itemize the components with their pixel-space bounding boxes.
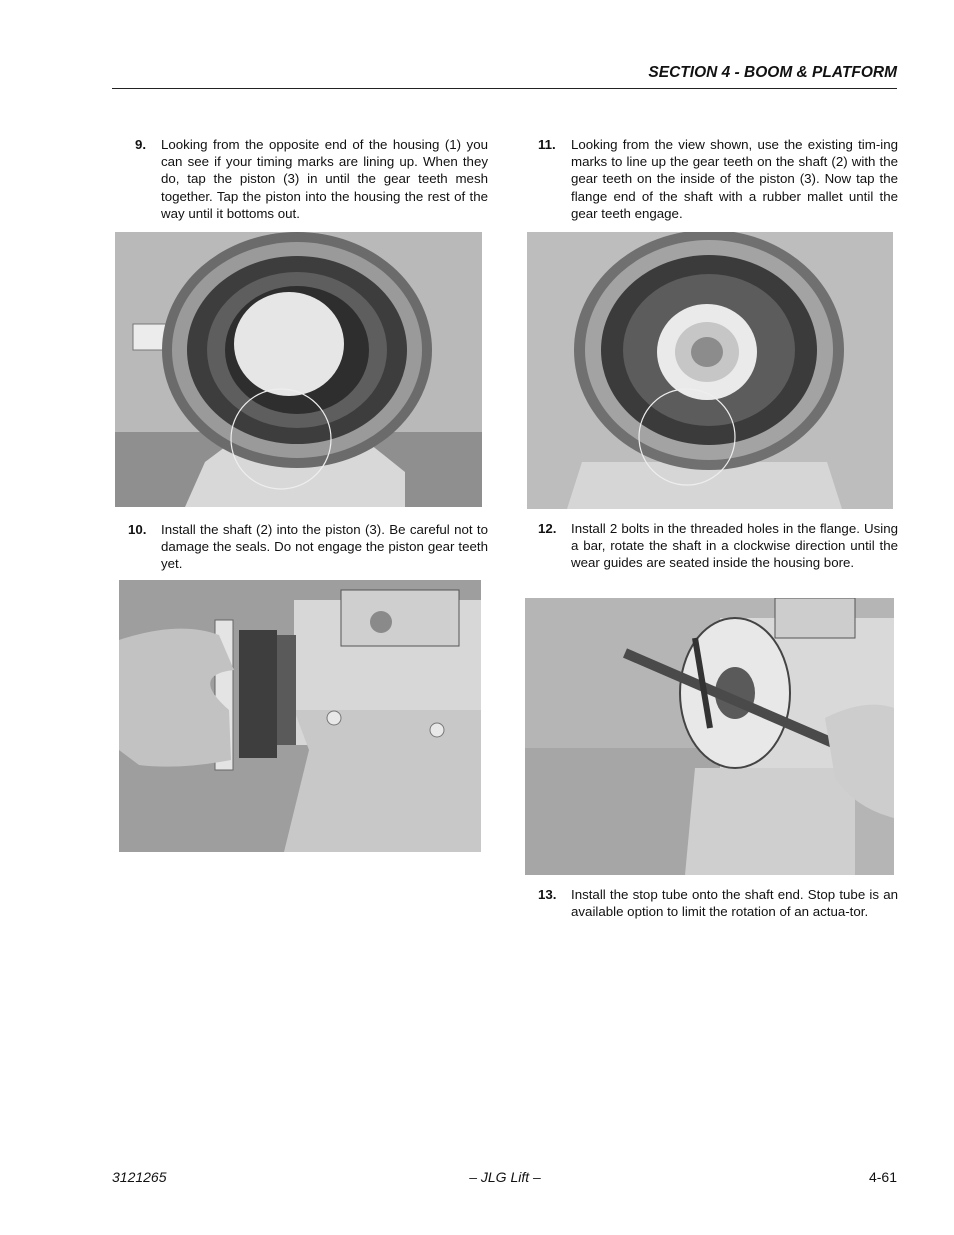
step-11	[538, 136, 898, 222]
step-number: 12.	[538, 521, 557, 536]
step-number: 11.	[538, 137, 556, 152]
footer-doc-number: 3121265	[112, 1169, 167, 1185]
header-rule	[112, 88, 897, 89]
photo-housing-piston	[115, 232, 482, 507]
footer-page-number: 4-61	[868, 1169, 897, 1185]
section-title: SECTION 4 - BOOM & PLATFORM	[648, 64, 897, 81]
step-text: Install the shaft (2) into the piston (3). Be careful not to damage the seals. Do not engage the piston gear teeth yet.	[161, 522, 488, 572]
footer-center: – JLG Lift –	[469, 1169, 541, 1185]
step-12	[538, 520, 898, 572]
step-number: 9.	[135, 137, 147, 152]
step-13	[538, 886, 898, 920]
step-text: Install the stop tube onto the shaft end. Stop tube is an available option to limit the rotation of an actua-tor.	[571, 887, 898, 920]
photo-install-shaft	[119, 580, 481, 852]
photo-gear-engage	[527, 232, 893, 509]
step-9	[128, 136, 488, 222]
step-number: 13.	[538, 887, 557, 902]
step-text: Install 2 bolts in the threaded holes in the flange. Using a bar, rotate the shaft in a clockwise direction until the wear guides are seated inside the housing bore.	[571, 521, 898, 571]
photo-rotate-shaft	[525, 598, 894, 875]
step-text: Looking from the view shown, use the existing tim-ing marks to line up the gear teeth on the shaft (2) with the gear teeth on the inside of the piston (3). Now tap the flange end of the shaft with a rubber mallet until the gear teeth engage.	[571, 137, 898, 221]
step-number: 10.	[128, 522, 147, 537]
step-text: Looking from the opposite end of the housing (1) you can see if your timing marks are lining up. When they do, tap the piston (3) in until the gear teeth mesh together. Tap the piston into the housing the rest of the way until it bottoms out.	[161, 137, 488, 221]
step-10	[128, 521, 488, 573]
